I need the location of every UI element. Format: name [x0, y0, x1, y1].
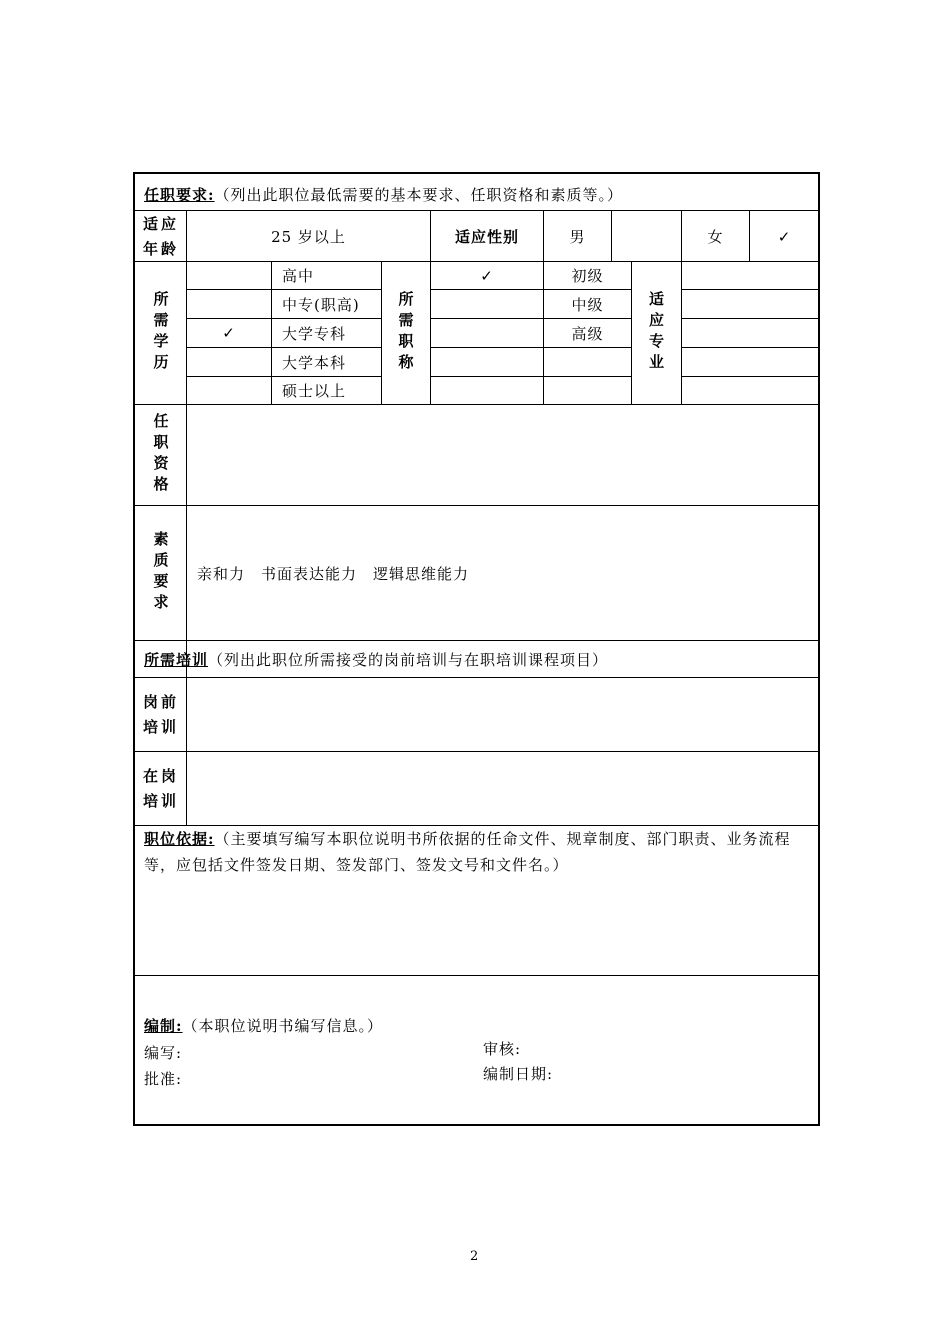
writer-label: 编写:	[144, 1044, 183, 1062]
quality-label-cell	[136, 506, 186, 640]
pre-training-label-cell	[136, 678, 186, 751]
education-check	[187, 262, 271, 289]
qualification-label-cell	[136, 405, 186, 505]
quality-content: 亲和力 书面表达能力 逻辑思维能力	[197, 564, 470, 583]
title-level: 中级	[571, 295, 604, 314]
table-rule	[134, 751, 819, 752]
title-check	[431, 348, 543, 376]
table-rule	[134, 975, 819, 976]
requirements-note: （列出此职位最低需要的基本要求、任职资格和素质等。）	[214, 185, 624, 204]
education-level: 大学本科	[282, 353, 347, 372]
compile-header	[144, 1013, 383, 1039]
table-rule	[681, 289, 819, 290]
education-check	[187, 377, 271, 404]
basis-heading: 职位依据:	[144, 830, 215, 848]
title-level	[544, 348, 631, 376]
education-level: 中专(职高)	[282, 295, 360, 314]
quality-label: 素质要求	[151, 531, 170, 615]
reviewer-label: 审核:	[483, 1040, 522, 1058]
title-check	[431, 319, 543, 347]
compile-date-label: 编制日期:	[483, 1065, 554, 1083]
training-note: （列出此职位所需接受的岗前培训与在职培训课程项目）	[208, 650, 609, 669]
table-rule	[134, 210, 819, 211]
title-label-cell	[382, 262, 430, 404]
gender-male-check	[612, 212, 681, 261]
title-check	[431, 290, 543, 318]
title-check	[431, 377, 543, 404]
basis-note-line2: 等，应包括文件签发日期、签发部门、签发文号和文件名。）	[144, 856, 569, 874]
gender-female-check: ✓	[777, 227, 792, 246]
major-label: 适应专业	[647, 291, 665, 375]
title-label: 所需职称	[396, 291, 415, 375]
education-label-cell	[136, 262, 186, 404]
page-number: 2	[470, 1249, 480, 1264]
gender-label: 适应性别	[454, 228, 519, 246]
table-rule	[681, 376, 819, 377]
education-check: ✓	[222, 324, 236, 342]
qualification-label: 任职资格	[151, 413, 170, 497]
approver-label: 批准:	[144, 1070, 183, 1088]
table-rule	[271, 261, 272, 404]
education-check	[187, 348, 271, 376]
title-level: 高级	[571, 324, 604, 343]
age-label: 适应年龄	[143, 214, 180, 258]
on-training-label: 在岗培训	[143, 766, 180, 810]
table-rule	[681, 318, 819, 319]
title-check: ✓	[480, 266, 494, 285]
compile-heading: 编制:	[144, 1017, 183, 1035]
age-label-cell	[136, 212, 186, 261]
table-rule	[186, 751, 187, 825]
title-level: 初级	[571, 267, 604, 285]
qualification-content	[197, 405, 807, 505]
table-rule	[681, 347, 819, 348]
compile-note: （本职位说明书编写信息。）	[182, 1017, 384, 1035]
education-label: 所需学历	[151, 291, 170, 375]
pre-training-label: 岗前培训	[143, 692, 180, 736]
on-training-label-cell	[136, 752, 186, 825]
training-header	[144, 641, 608, 677]
requirements-header	[144, 180, 623, 208]
title-level	[544, 377, 631, 404]
major-label-cell	[632, 262, 681, 404]
education-level: 高中	[282, 267, 315, 285]
gender-male-label: 男	[569, 228, 586, 246]
age-value: 25 岁以上	[271, 228, 346, 246]
requirements-heading: 任职要求:	[144, 185, 215, 204]
basis-note-line1: （主要填写编写本职位说明书所依据的任命文件、规章制度、部门职责、业务流程	[214, 830, 791, 848]
basis-section	[144, 826, 814, 878]
training-heading: 所需培训	[144, 650, 209, 669]
table-rule	[134, 677, 819, 678]
gender-female-label: 女	[707, 228, 724, 246]
education-check	[187, 290, 271, 318]
education-level: 硕士以上	[282, 382, 347, 400]
education-level: 大学专科	[282, 324, 347, 343]
